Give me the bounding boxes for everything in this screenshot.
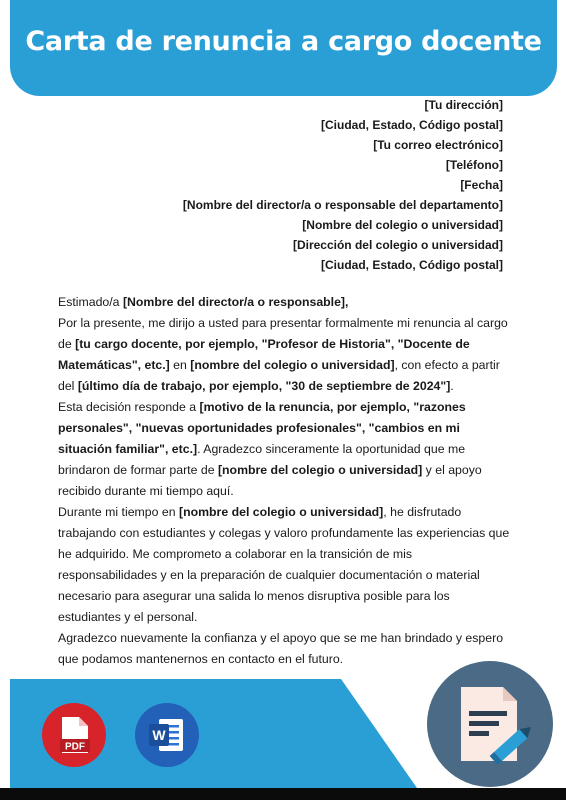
- p2-text-e: y el apoyo recibido durante mi tiempo aquí.: [58, 463, 482, 498]
- bottom-bar: [0, 788, 566, 800]
- p3-school: [nombre del colegio o universidad]: [178, 505, 384, 519]
- p3-text-c: , he disfrutado trabajando con estudiantes y colegas y valoro profundamente las experiencias que he adquirido. Me comprometo a colaborar en la transición de mis responsabilidades y en la preparación de cualquier documentación o material necesario para asegurar una salida lo menos disruptiva posible para los estudiantes y el personal.: [58, 505, 510, 624]
- p1-text-a: Por la presente, me dirijo a usted para presentar formalmente mi renuncia al cargo de: [58, 316, 508, 351]
- p2-text-c: . Agradezco sinceramente la oportunidad que me brindaron de formar parte de: [58, 442, 466, 477]
- recipient-name: [Nombre del director/a o responsable del departamento]: [182, 198, 503, 212]
- sender-phone: [Teléfono]: [445, 158, 503, 172]
- sender-city: [Ciudad, Estado, Código postal]: [321, 118, 503, 132]
- p2-reason: [motivo de la renuncia, por ejemplo, "razones personales", "nuevas oportunidades profesionales", "cambios en mi situación familiar", etc.]: [58, 400, 466, 456]
- page-title: Carta de renuncia a cargo docente: [25, 25, 542, 57]
- p1-text-c: en: [169, 358, 191, 372]
- paragraph-4: Agradezco nuevamente la confianza y el apoyo que se me han brindado y espero que podamos mantenernos en contacto en el futuro.: [58, 631, 504, 666]
- document-illustration-icon: [427, 661, 553, 787]
- sender-address: [Tu dirección]: [424, 98, 503, 112]
- p1-last-day: [último día de trabajo, por ejemplo, "30 de septiembre de 2024"]: [77, 379, 451, 393]
- word-letter: W: [152, 727, 166, 743]
- recipient-address: [Dirección del colegio o universidad]: [292, 238, 503, 252]
- p3-text-a: Durante mi tiempo en: [58, 505, 179, 519]
- p1-text-g: .: [450, 379, 454, 393]
- greeting-name: [Nombre del director/a o responsable],: [122, 295, 349, 309]
- pdf-label: PDF: [65, 741, 85, 753]
- p2-text-a: Esta decisión responde a: [58, 400, 200, 414]
- recipient-school: [Nombre del colegio o universidad]: [302, 218, 503, 232]
- p1-position: [tu cargo docente, por ejemplo, "Profesor de Historia", "Docente de Matemáticas", etc.]: [58, 337, 470, 372]
- letter-date: [Fecha]: [460, 178, 503, 192]
- greeting-prefix: Estimado/a: [58, 295, 123, 309]
- p2-school: [nombre del colegio o universidad]: [217, 463, 423, 477]
- p1-text-e: , con efecto a partir del: [58, 358, 500, 393]
- word-download-icon[interactable]: [135, 703, 199, 767]
- pdf-download-icon[interactable]: [42, 703, 106, 767]
- recipient-city: [Ciudad, Estado, Código postal]: [321, 258, 503, 272]
- sender-email: [Tu correo electrónico]: [373, 138, 503, 152]
- p1-school: [nombre del colegio o universidad]: [190, 358, 395, 372]
